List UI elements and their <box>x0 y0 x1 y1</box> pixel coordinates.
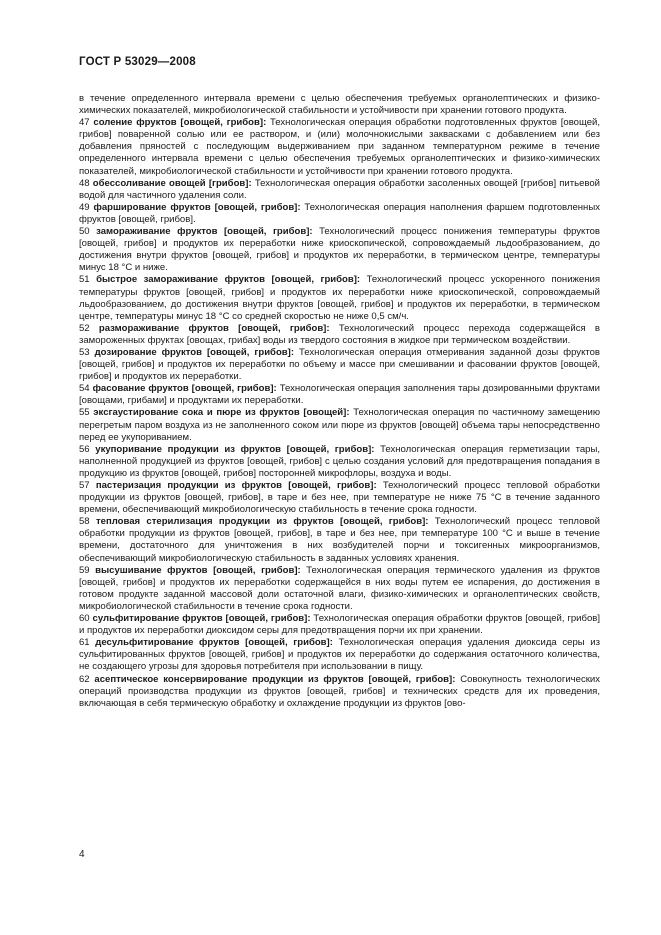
term-entry <box>79 347 600 383</box>
term-entry <box>79 565 600 613</box>
term-name: обессоливание овощей [грибов]: <box>92 177 252 189</box>
term-definition: Технологическая операция герметизации тары, наполненной продукцией из фруктов [овощей, грибов] с целью создания условий для предотвращения попадания в продукцию из фруктов [овощей, грибов] посторонней микрофлоры, воздуха и воды. <box>79 443 600 479</box>
term-name: дозирование фруктов [овощей, грибов]: <box>94 346 295 358</box>
term-definition: Технологическая операция термического удаления из фруктов [овощей, грибов] и продуктов их переработки содержащейся в них воды путем ее испарения, до достижения в готовом продукте заданной массовой доли остаточной влаги, физико-химических и органолептических свойств, микробиологической стабильности в течение срока годности. <box>79 564 600 612</box>
term-definition: Технологический процесс тепловой обработки продукции из фруктов [овощей, грибов], в таре и без нее, при температуре 100 °С и выше в течение времени, достаточного для уничтожения в них возбудителей порчи и токсигенных микроорганизмов, обеспечивающий микробиологическую стабильность в заданных условиях хранения. <box>79 516 600 564</box>
term-definition: Технологический процесс тепловой обработки продукции из фруктов [овощей, грибов], в таре и без нее, при температуре не ниже 75 °С в течение заданного времени, обеспечивающий микробиологическую стабильность в течение срока годности. <box>79 480 600 516</box>
term-entry <box>79 117 600 177</box>
term-name: фасование фруктов [овощей, грибов]: <box>92 383 277 395</box>
term-entry <box>79 407 600 443</box>
term-entry <box>79 178 600 202</box>
term-name: асептическое консервирование продукции из фруктов [овощей, грибов]: <box>94 673 456 685</box>
term-entry <box>79 516 600 564</box>
term-definition: Технологическая операция удаления диоксида серы из сульфитированных фруктов [овощей, грибов] и продуктов их переработки до содержания остаточного количества, не создающего угрозы для здоровья потребителя при использовании в пищу. <box>79 637 600 673</box>
term-number: 48 <box>79 177 90 189</box>
term-number: 50 <box>79 226 90 238</box>
term-name: соление фруктов [овощей, грибов]: <box>93 117 267 129</box>
term-name: пастеризация продукции из фруктов [овощей, грибов]: <box>95 480 377 491</box>
term-definition: Совокупность технологических операций производства продукции из фруктов [овощей, грибов] и технических средств для их проведения, включающая в себя термическую обработку и охлаждение продукции из фруктов [ово- <box>79 673 601 709</box>
term-name: эксгаустирование сока и пюре из фруктов [овощей]: <box>93 407 350 419</box>
term-number: 60 <box>79 613 90 625</box>
term-definition: Технологическая операция обработки засоленных овощей [грибов] питьевой водой для частичного удаления соли. <box>79 177 601 201</box>
term-name: фарширование фруктов [овощей, грибов]: <box>93 201 301 213</box>
term-number: 58 <box>79 516 90 528</box>
term-name: размораживание фруктов [овощей, грибов]: <box>98 322 330 334</box>
term-definition: Технологический процесс ускоренного понижения температуры фруктов [овощей, грибов] и продуктов их переработки ниже криоскопической, сопровождаемый льдообразованием, до достижения внутри фруктов [овощей, грибов] и продуктов их переработки, в термическом центре, температуры минус 18 °С со средней скоростью не ниже 0,5 см/ч. <box>79 274 600 322</box>
term-name: сульфитирование фруктов [овощей, грибов]: <box>92 613 311 625</box>
term-entry <box>79 637 600 673</box>
term-number: 56 <box>79 443 90 455</box>
term-name: укупоривание продукции из фруктов [овощей, грибов]: <box>95 443 375 455</box>
term-entry <box>79 444 600 480</box>
term-entry <box>79 274 600 322</box>
intro-paragraph: в течение определенного интервала времени с целью обеспечения требуемых органолептических и физико-химических показателей, микробиологической стабильности и устойчивости при хранении готового продукта. <box>79 93 600 117</box>
term-entry <box>79 226 600 274</box>
term-name: замораживание фруктов [овощей, грибов]: <box>96 226 313 238</box>
term-entry <box>79 323 600 347</box>
term-number: 59 <box>79 564 90 576</box>
term-number: 51 <box>79 274 90 286</box>
term-name: быстрое замораживание фруктов [овощей, грибов]: <box>96 274 361 286</box>
term-number: 49 <box>79 201 90 213</box>
term-number: 52 <box>79 322 90 334</box>
term-entry <box>79 674 600 710</box>
term-number: 57 <box>79 480 90 491</box>
term-definition: Технологическая операция наполнения фаршем подготовленных фруктов [овощей, грибов]. <box>79 201 600 225</box>
term-number: 55 <box>79 407 90 419</box>
term-name: десульфитирование фруктов [овощей, грибов]: <box>95 637 333 649</box>
page-number: 4 <box>79 849 85 860</box>
term-definition: Технологический процесс перехода содержащейся в замороженных фруктах [овощах, грибах] воды из твердого состояния в жидкое при термическом воздействии. <box>79 322 600 346</box>
term-entry <box>79 202 600 226</box>
document-header: ГОСТ Р 53029—2008 <box>79 56 196 68</box>
document-body <box>79 93 600 710</box>
term-number: 47 <box>79 117 90 129</box>
term-entry <box>79 613 600 637</box>
term-number: 54 <box>79 383 90 395</box>
term-definition: Технологическая операция обработки фруктов [овощей, грибов] и продуктов их переработки диоксидом серы для предотвращения порчи их при хранении. <box>79 613 600 637</box>
term-definition: Технологическая операция отмеривания заданной дозы фруктов [овощей, грибов] и продуктов их переработки по объему и массе при смешивании и фасовании фруктов [овощей, грибов] и продуктов их переработки. <box>79 346 601 383</box>
term-definition: Технологический процесс понижения температуры фруктов [овощей, грибов] и продуктов их переработки ниже криоскопической, сопровождаемый льдообразованием, до достижения внутри фруктов [овощей, грибов] и продуктов их переработки, в термическом центре, температуры минус 18 °С и ниже. <box>79 226 600 274</box>
term-entry <box>79 383 600 407</box>
term-number: 53 <box>79 346 90 358</box>
term-definition: Технологическая операция обработки подготовленных фруктов [овощей, грибов] поваренной солью или ее раствором, и (или) молочнокислыми заквасками с добавлением или без добавления пряностей с последующим выдерживанием при заданном температурном режиме в течение определенного интервала времени с целью обеспечения требуемых органолептических и физико-химических показателей, микробиологической стабильности и устойчивости при хранении готового продукта. <box>79 117 601 177</box>
term-name: тепловая стерилизация продукции из фруктов [овощей, грибов]: <box>95 516 429 528</box>
term-number: 61 <box>79 637 90 649</box>
term-definition: Технологическая операция по частичному замещению перегретым паром воздуха из не заполненного соком или пюре из фруктов [овощей] объема тары непосредственно перед ее укупориванием. <box>79 407 600 443</box>
term-definition: Технологическая операция заполнения тары дозированными фруктами [овощами, грибами] и продуктами их переработки. <box>79 383 600 407</box>
term-name: высушивание фруктов [овощей, грибов]: <box>95 564 301 576</box>
term-entry <box>79 480 600 516</box>
term-number: 62 <box>79 673 90 685</box>
